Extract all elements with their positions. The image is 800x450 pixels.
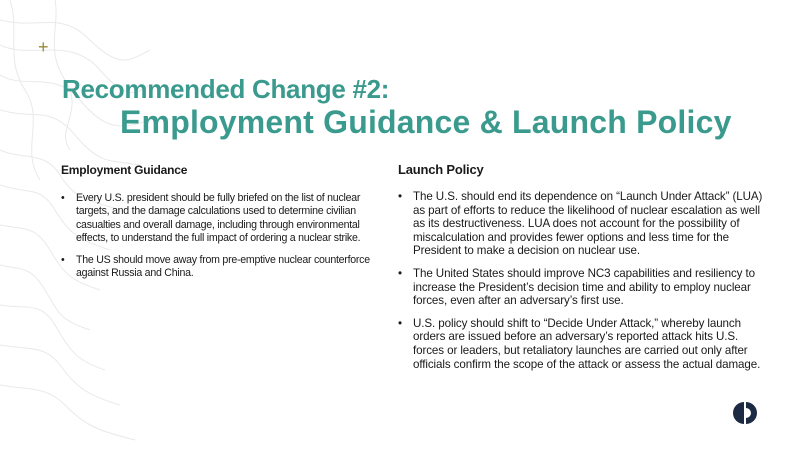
bullet-text: Every U.S. president should be fully briefed on the list of nuclear targets, and the damage calculations used to determine civilian casualties and overall damage, including through environmental effects, to understand the full impact of ordering a nuclear strike. xyxy=(76,192,361,244)
logo-icon xyxy=(733,401,757,425)
employment-guidance-list xyxy=(61,192,391,281)
bullet-icon: • xyxy=(398,190,402,203)
bullet-text: The United States should improve NC3 capabilities and resiliency to increase the President’s decision time and ability to employ nuclear forces, even after an adversary’s first use. xyxy=(413,266,755,308)
bullet-icon: • xyxy=(61,192,65,204)
bullet-icon: • xyxy=(398,266,402,280)
employment-guidance-column xyxy=(61,163,391,290)
launch-policy-heading: Launch Policy xyxy=(398,162,484,177)
bullet-icon: • xyxy=(61,254,65,267)
plus-icon: + xyxy=(38,37,49,57)
launch-policy-column xyxy=(398,162,764,380)
slide-title-line2: Employment Guidance & Launch Policy xyxy=(120,104,732,140)
bullet-text: The US should move away from pre-emptive nuclear counterforce against Russia and China. xyxy=(76,254,370,280)
bullet-icon: • xyxy=(398,316,402,330)
bullet-text: The U.S. should end its dependence on “Launch Under Attack” (LUA) as part of efforts to reduce the likelihood of nuclear escalation as well as its destructiveness. LUA does not account for the possibility of miscalculation and provides fewer options and less time for the President to make a decision on nuclear use. xyxy=(413,190,763,258)
list-item xyxy=(398,190,764,258)
employment-guidance-heading: Employment Guidance xyxy=(61,163,188,177)
bullet-text: U.S. policy should shift to “Decide Under Attack,” whereby launch orders are issued before an adversary’s reported attack hits U.S. forces or leaders, but retaliatory launches are carried out only after officials confirm the scope of the attack or assess the actual damage. xyxy=(413,316,761,371)
slide-title-line1: Recommended Change #2: xyxy=(62,74,390,104)
list-item xyxy=(61,254,391,281)
list-item xyxy=(398,267,764,308)
list-item xyxy=(61,192,391,245)
launch-policy-list xyxy=(398,190,764,371)
list-item xyxy=(398,317,764,371)
